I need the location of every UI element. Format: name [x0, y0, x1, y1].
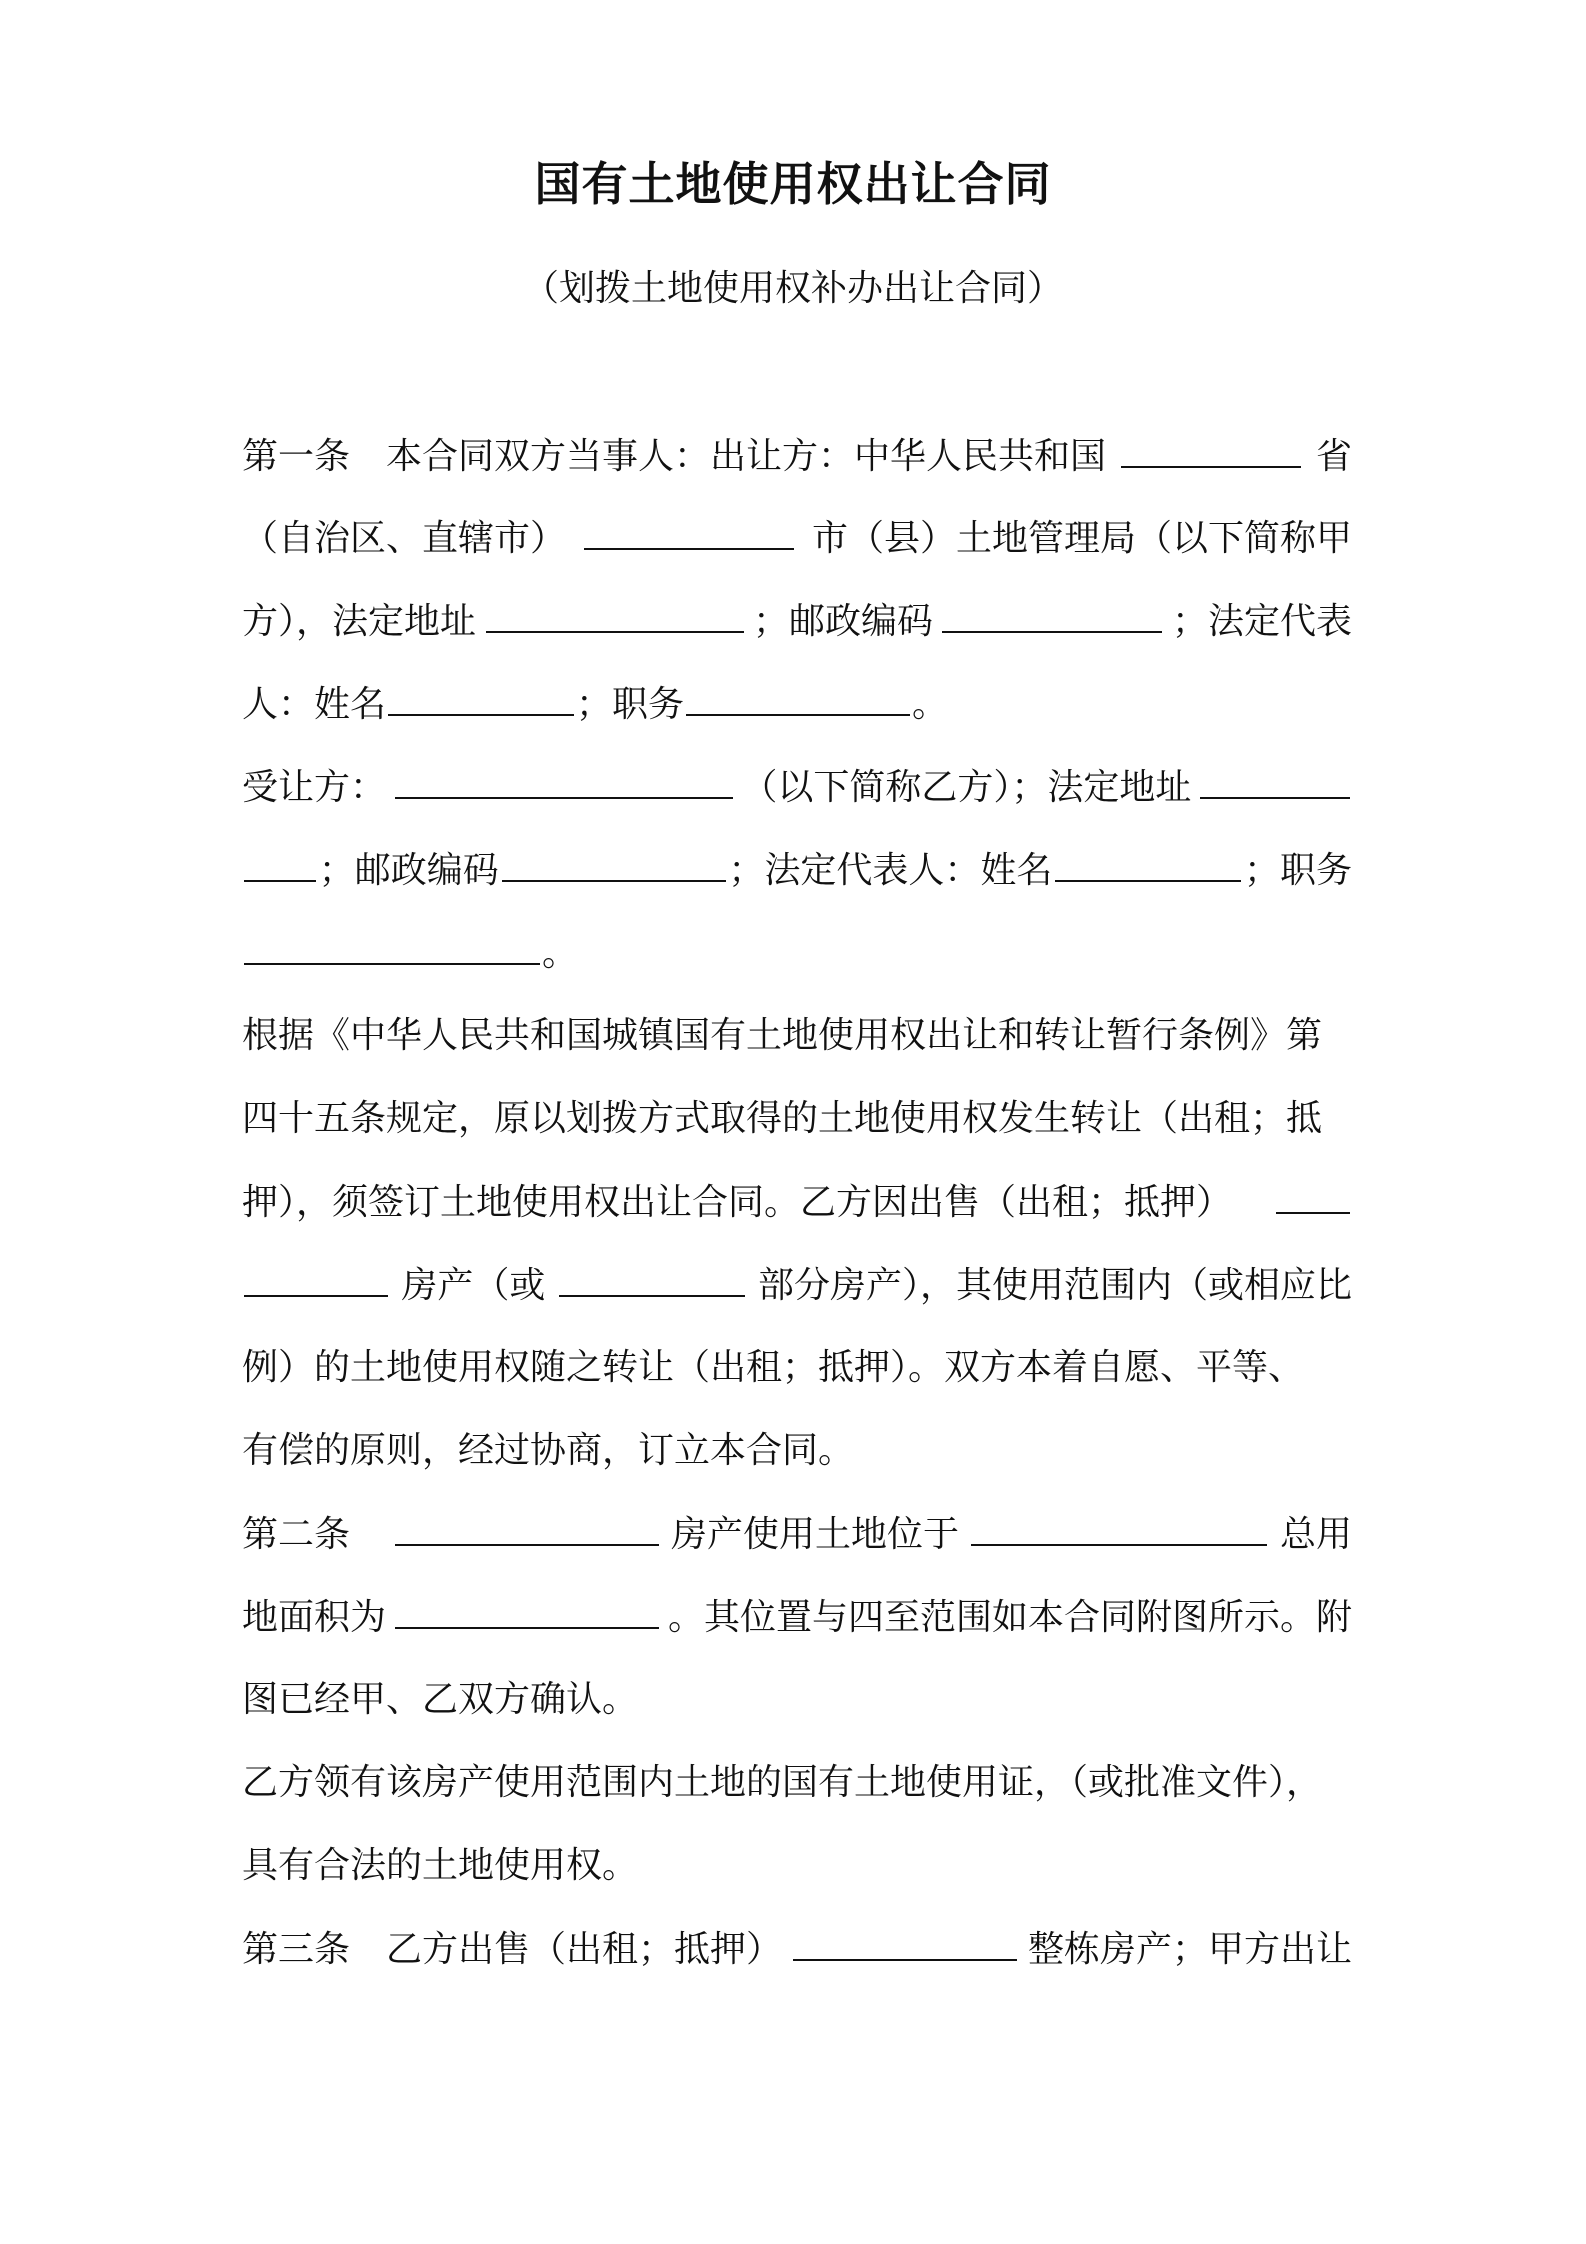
text-segment: 。 [912, 684, 949, 725]
text-segment: 受让方： [242, 767, 387, 808]
text-segment: 有偿的原则，经过协商，订立本合同。 [242, 1430, 855, 1471]
article-2-line-4 [242, 1759, 1352, 1807]
text-segment: 人：姓名 [242, 684, 387, 725]
article-1-line-6 [242, 846, 1352, 895]
fill-blank-address-b-cont[interactable] [244, 846, 316, 882]
article-1-line-10 [242, 1178, 1352, 1227]
text-segment: 根据《中华人民共和国城镇国有土地使用权出让和转让暂行条例》第 [242, 1015, 1323, 1056]
document-title: 国有土地使用权出让合同 [534, 157, 1052, 211]
text-segment: 四十五条规定，原以划拨方式取得的土地使用权发生转让（出租；抵 [242, 1098, 1323, 1139]
fill-blank-building[interactable] [793, 1925, 1017, 1961]
fill-blank-area[interactable] [395, 1593, 659, 1629]
fill-blank-transferee[interactable] [395, 763, 733, 799]
text-segment: 部分房产），其使用范围内（或相应比 [757, 1265, 1352, 1306]
text-segment: ；邮政编码 [318, 850, 499, 891]
text-segment: 地面积为 [242, 1597, 387, 1638]
fill-blank-postcode-b[interactable] [502, 846, 726, 882]
text-segment: ；邮政编码 [752, 601, 933, 642]
document-subtitle: （划拨土地使用权补办出让合同） [522, 268, 1063, 309]
text-segment: ；法定代表 [1171, 601, 1352, 642]
article-1-line-13 [242, 1427, 1352, 1475]
article-1-line-9 [242, 1095, 1352, 1143]
fill-blank-name-b[interactable] [1055, 846, 1241, 882]
text-segment: 省 [1315, 436, 1352, 477]
text-segment: 第二条 [242, 1514, 351, 1555]
fill-blank-position-a[interactable] [686, 680, 910, 716]
text-segment: 押），须签订土地使用权出让合同。乙方因出售（出租；抵押） [242, 1182, 1233, 1223]
article-1-line-11 [242, 1261, 1352, 1310]
fill-blank-property[interactable] [1276, 1178, 1350, 1214]
article-2-line-1 [242, 1510, 1352, 1559]
fill-blank-name-a[interactable] [388, 680, 574, 716]
text-segment: （以下简称乙方）；法定地址 [741, 767, 1192, 808]
fill-blank-position-b[interactable] [244, 929, 540, 965]
text-segment: 方），法定地址 [242, 601, 477, 642]
text-segment: 房产（或 [401, 1265, 546, 1306]
text-segment: 。 [542, 933, 579, 974]
text-segment: 整栋房产；甲方出让 [1027, 1929, 1352, 1970]
article-1-line-3 [242, 597, 1352, 646]
article-1-line-5 [242, 763, 1352, 812]
text-segment: 房产使用土地位于 [670, 1514, 959, 1555]
text-segment: 例）的土地使用权随之转让（出租；抵押）。双方本着自愿、平等、 [242, 1347, 1305, 1388]
text-segment: ；职务 [1243, 850, 1352, 891]
article-2-line-5 [242, 1842, 1352, 1890]
article-1-line-2 [242, 514, 1352, 563]
fill-blank-province[interactable] [1121, 432, 1301, 468]
fill-blank-postcode-a[interactable] [942, 597, 1162, 633]
article-1-line-4 [242, 680, 1352, 729]
text-segment: 。其位置与四至范围如本合同附图所示。附 [667, 1597, 1352, 1638]
article-1-line-7 [242, 929, 1352, 978]
text-segment: （自治区、直辖市） [242, 518, 567, 559]
fill-blank-address-a[interactable] [486, 597, 744, 633]
fill-blank-city[interactable] [584, 514, 794, 550]
text-segment: ；职务 [576, 684, 685, 725]
article-2-line-2 [242, 1593, 1352, 1642]
fill-blank-location[interactable] [971, 1510, 1267, 1546]
text-segment: 具有合法的土地使用权。 [242, 1845, 639, 1886]
fill-blank-property-cont[interactable] [244, 1261, 388, 1297]
article-3-line-1 [242, 1925, 1352, 1974]
text-segment: 第一条 本合同双方当事人：出让方：中华人民共和国 [242, 436, 1107, 477]
fill-blank-address-b[interactable] [1200, 763, 1350, 799]
text-segment: 图已经甲、乙双方确认。 [242, 1679, 639, 1720]
fill-blank-house[interactable] [395, 1510, 659, 1546]
article-2-line-3 [242, 1676, 1352, 1724]
text-segment: 总用 [1279, 1514, 1352, 1555]
article-1-line-8 [242, 1012, 1352, 1060]
fill-blank-partial-property[interactable] [559, 1261, 745, 1297]
article-1-line-1 [242, 432, 1352, 481]
text-segment: 市（县）土地管理局（以下简称甲 [811, 518, 1352, 559]
article-1-line-12 [242, 1344, 1352, 1392]
text-segment: ；法定代表人：姓名 [728, 850, 1053, 891]
text-segment: 乙方领有该房产使用范围内土地的国有土地使用证，（或批准文件）， [242, 1762, 1323, 1803]
text-segment: 第三条 乙方出售（出租；抵押） [242, 1929, 783, 1970]
